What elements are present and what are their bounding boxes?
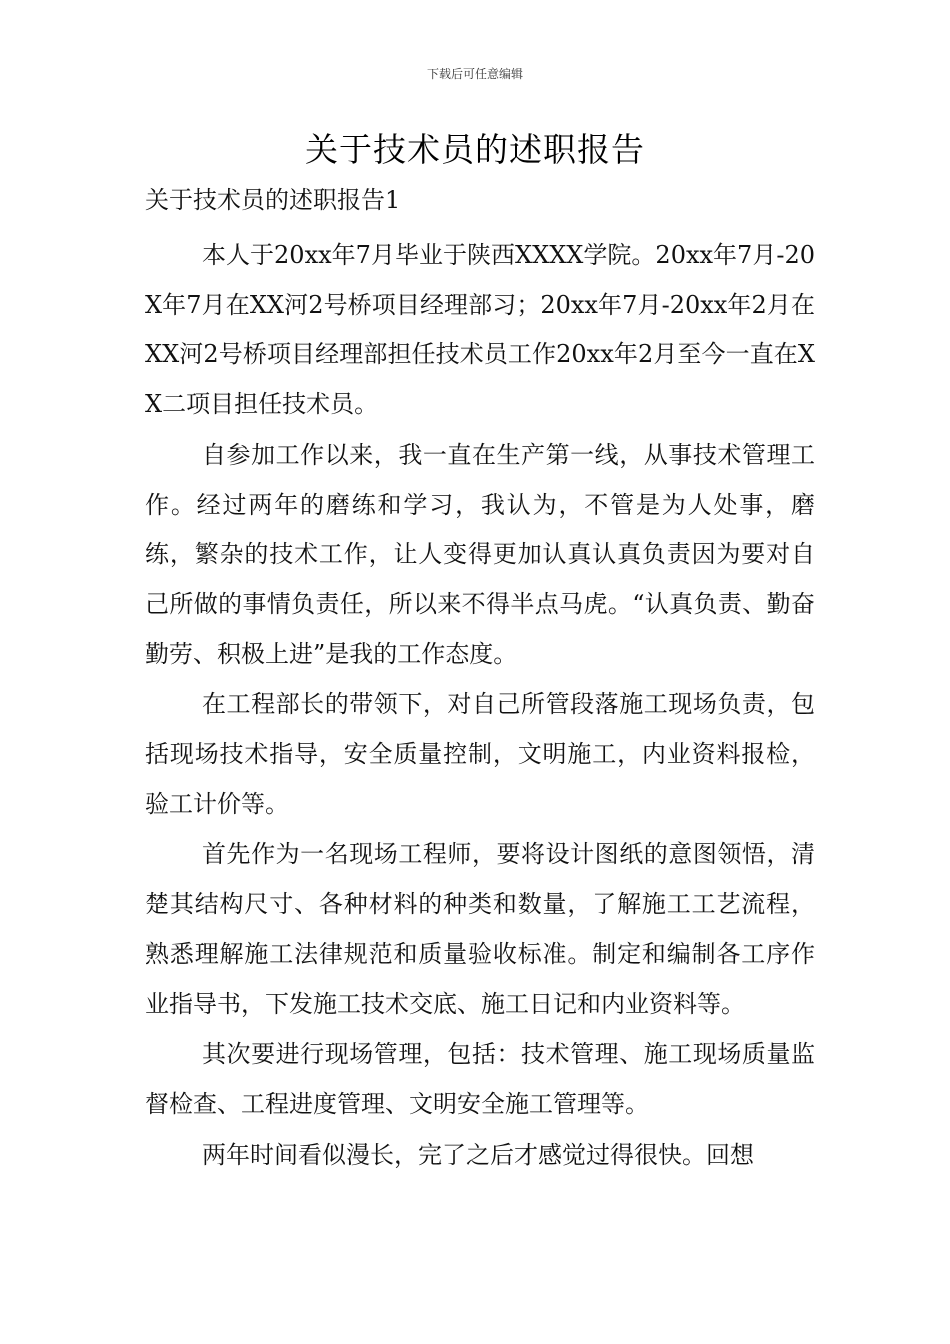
paragraph-5: 其次要进行现场管理，包括：技术管理、施工现场质量监督检查、工程进度管理、文明安全施工管理等。 <box>145 1040 815 1118</box>
paragraph-6: 两年时间看似漫长，完了之后才感觉过得很快。回想 <box>202 1140 754 1169</box>
header-note: 下载后可任意编辑 <box>426 67 523 81</box>
paragraph-4: 首先作为一名现场工程师，要将设计图纸的意图领悟，清楚其结构尺寸、各种材料的种类和数量，了解施工工艺流程，熟悉理解施工法律规范和质量验收标准。制定和编制各工序作业指导书，下发施工技术交底、施工日记和内业资料等。 <box>145 840 815 1018</box>
paragraph-1: 本人于20xx年7月毕业于陕西XXXX学院。20xx年7月-20X年7月在XX河2号桥项目经理部习；20xx年7月-20xx年2月在XX河2号桥项目经理部担任技术员工作20xx年2月至今一直在XX二项目担任技术员。 <box>145 241 815 419</box>
paragraph-2: 自参加工作以来，我一直在生产第一线，从事技术管理工作。经过两年的磨练和学习，我认为，不管是为人处事，磨练，繁杂的技术工作，让人变得更加认真认真负责因为要对自己所做的事情负责任，所以来不得半点马虎。“认真负责、勤奋勤劳、积极上进”是我的工作态度。 <box>145 440 815 668</box>
paragraph-3: 在工程部长的带领下，对自己所管段落施工现场负责，包括现场技术指导，安全质量控制，文明施工，内业资料报检，验工计价等。 <box>145 690 815 818</box>
document-subtitle: 关于技术员的述职报告1 <box>145 186 401 214</box>
document-body <box>145 231 815 1181</box>
document-title: 关于技术员的述职报告 <box>305 130 645 169</box>
